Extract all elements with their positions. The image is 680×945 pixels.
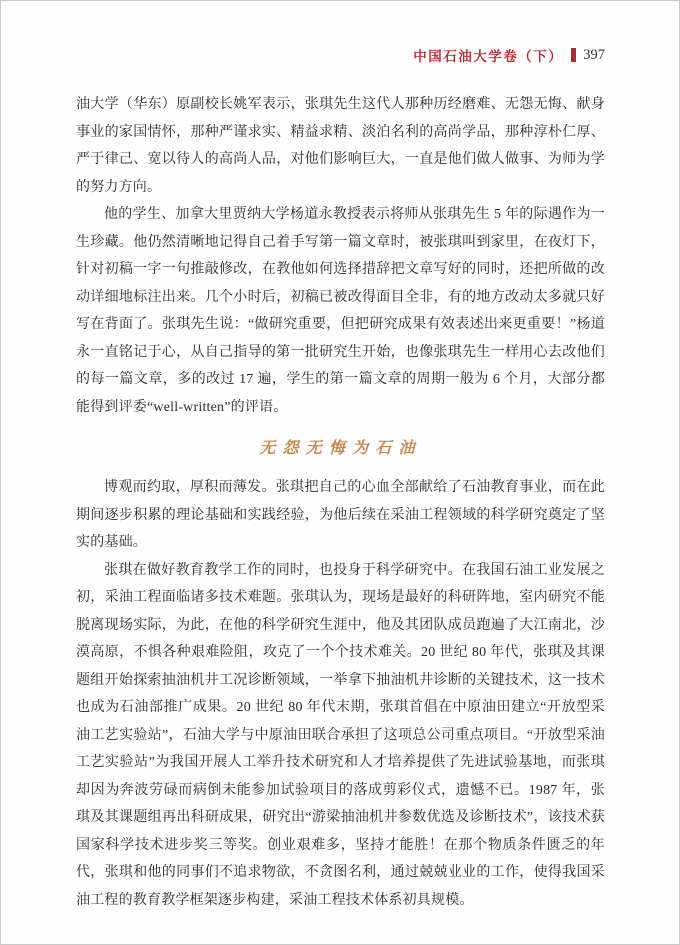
header-divider-bar xyxy=(571,48,576,62)
paragraph-research-career: 张琪在做好教育教学工作的同时，也投身于科学研究中。在我国石油工业发展之初，采油工程面临诸多技术难题。张琪认为，现场是最好的科研阵地，室内研究不能脱离现场实际，为此，在他的科学研究生涯中，他及其团队成员跑遍了大江南北，沙漠高原，不惧各种艰难险阻，攻克了一个个技术难关。20 世纪 80 年代，张琪及其课题组开始探索抽油机井工况诊断领域，一举拿下抽油机井诊断的关键技术，这一技术也成为石油部推广成果。20 世纪 80 年代末期，张琪首倡在中原油田建立“开放型采油工艺实验站”，石油大学与中原油田联合承担了这项总公司重点项目。“开放型采油工艺实验站”为我国开展人工举升技术研究和人才培养提供了先进试验基地，而张琪却因为奔波劳碌而病倒未能参加试验项目的落成剪彩仪式，遗憾不已。1987 年，张琪及其课题组再出科研成果，研究出“游梁抽油机井参数优选及诊断技术”，该技术获国家科学技术进步奖三等奖。创业艰难多，坚持才能胜！在那个物质条件匮乏的年代，张琪和他的同事们不追求物欲，不贪图名利，通过兢兢业业的工作，使得我国采油工程的教育教学框架逐步构建，采油工程技术体系初具规模。 xyxy=(76,562,605,908)
page-number: 397 xyxy=(583,46,605,63)
section-heading: 无怨无悔为石油 xyxy=(259,440,422,457)
page-body xyxy=(76,91,605,914)
page-header xyxy=(76,46,605,64)
paragraph-foundation: 博观而约取，厚积而薄发。张琪把自己的心血全部献给了石油教育事业，而在此期间逐步积累的理论基础和实践经验，为他后续在采油工程领域的科学研究奠定了坚实的基础。 xyxy=(76,480,605,550)
book-volume-title: 中国石油大学卷（下） xyxy=(413,49,564,64)
paragraph-student-tribute: 他的学生、加拿大里贾纳大学杨道永教授表示将师从张琪先生 5 年的际遇作为一生珍藏。他仍然清晰地记得自己着手写第一篇文章时，被张琪叫到家里，在夜灯下，针对初稿一字一句推敲修改，在教他如何选择措辞把文章写好的同时，还把所做的改动详细地标注出来。几个小时后，初稿已被改得面目全非，有的地方改动太多就只好写在背面了。张琪先生说：“做研究重要，但把研究成果有效表述出来更重要！”杨道永一直铭记于心，从自己指导的第一批研究生开始，也像张琪先生一样用心去改他们的每一篇文章，多的改过 17 遍，学生的第一篇文章的周期一般为 6 个月，大部分都能得到评委“well-written”的评语。 xyxy=(76,207,605,415)
paragraph-continuation: 油大学（华东）原副校长姚军表示，张琪先生这代人那种历经磨难、无怨无悔、献身事业的家国情怀，那种严谨求实、精益求精、淡泊名利的高尚学品，那种淳朴仁厚、严于律己、宽以待人的高尚人品，对他们影响巨大，一直是他们做人做事、为师为学的努力方向。 xyxy=(76,97,605,195)
